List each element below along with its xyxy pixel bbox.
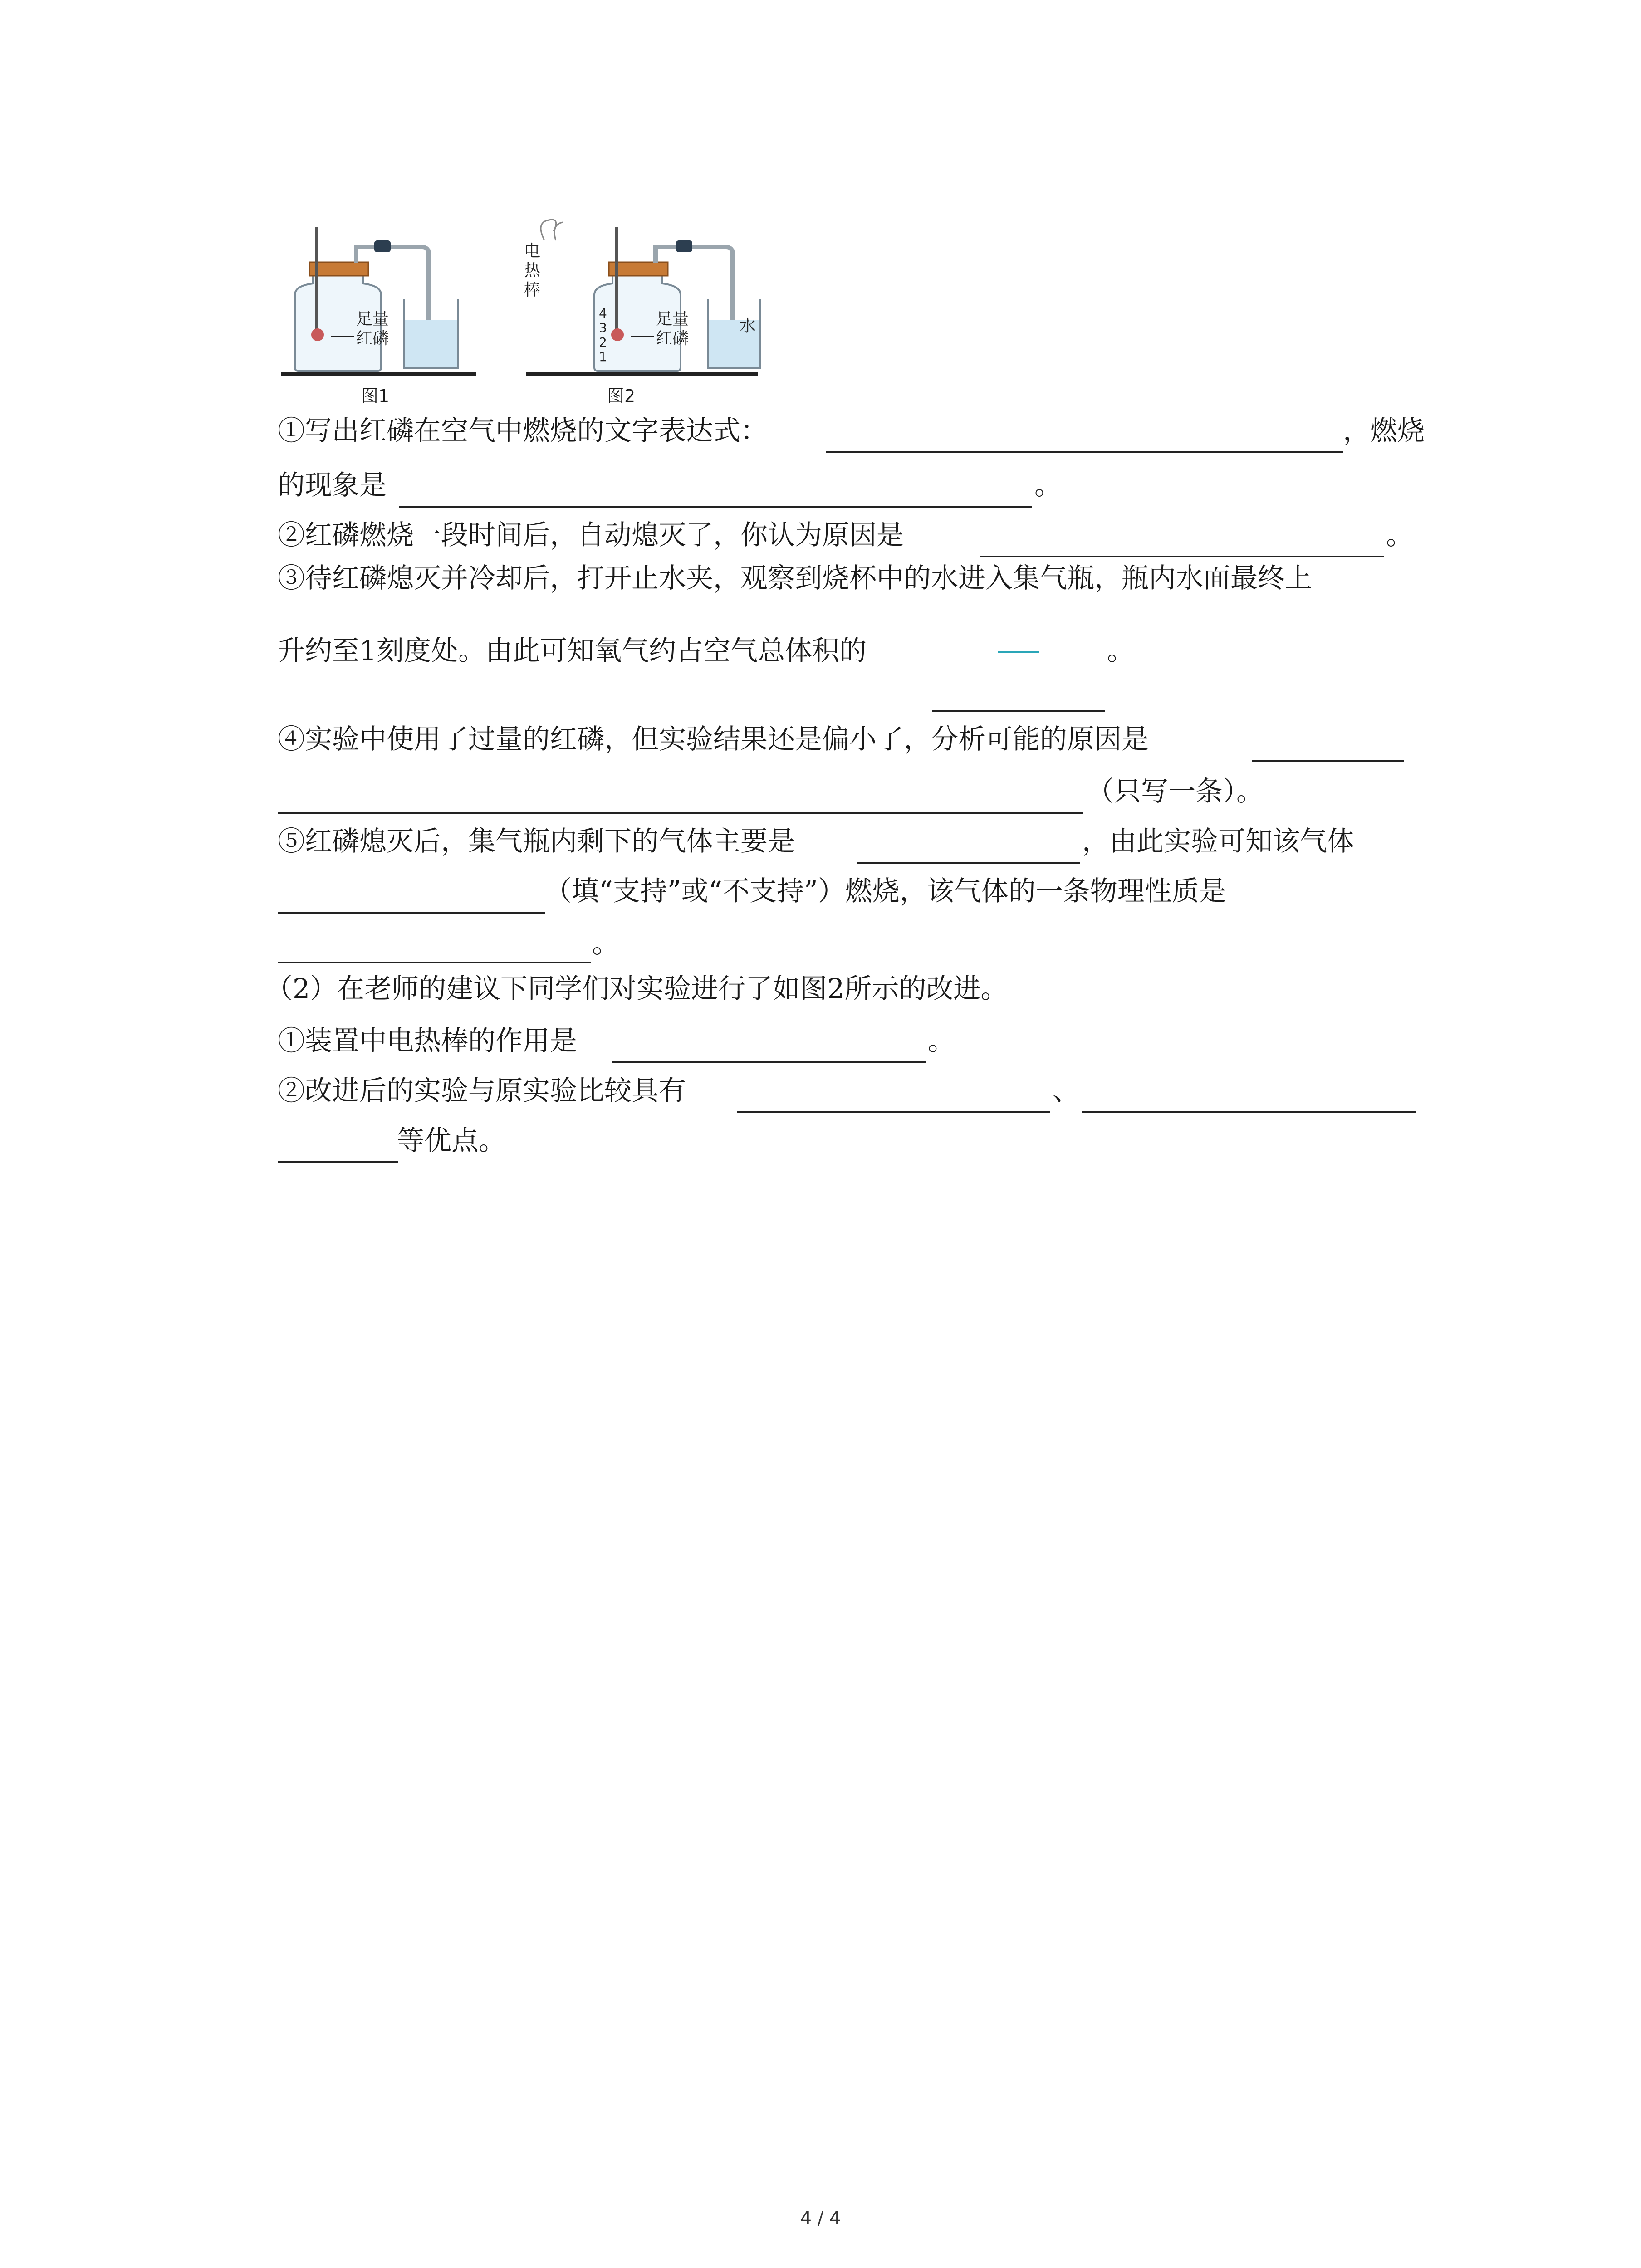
p2-q2-answer-blank-1[interactable] xyxy=(737,1111,1050,1113)
p2-q2-sep: 、 xyxy=(1053,1075,1080,1107)
fig2-rod-char-2: 热 xyxy=(524,261,541,280)
fig2-water-label: 水 xyxy=(740,317,756,335)
figure-1-apparatus xyxy=(272,218,481,399)
figure-2-caption: 图2 xyxy=(607,386,636,406)
q2-suffix: 。 xyxy=(1386,519,1413,551)
q4-line2-suffix: （只写一条）。 xyxy=(1087,776,1264,807)
fig1-label-line2: 红磷 xyxy=(356,329,389,348)
figure-1-caption: 图1 xyxy=(361,386,390,406)
figure-2-apparatus xyxy=(513,213,767,399)
p2-q2-line2-suffix: 等优点。 xyxy=(397,1125,506,1157)
fig2-rod-char-1: 电 xyxy=(524,242,541,260)
q5-line2-text: （填“支持”或“不支持”）燃烧，该气体的一条物理性质是 xyxy=(544,875,1226,907)
q5-answer-blank-2[interactable] xyxy=(278,912,545,914)
p2-q1-suffix: 。 xyxy=(928,1025,955,1057)
q3-line2-suffix: 。 xyxy=(1107,635,1134,667)
page-number: 4 / 4 xyxy=(800,2208,841,2229)
q2-prefix: ②红磷燃烧一段时间后，自动熄灭了，你认为原因是 xyxy=(278,519,904,551)
p2-q2-prefix: ②改进后的实验与原实验比较具有 xyxy=(278,1075,686,1107)
fig2-label-line1: 足量 xyxy=(656,310,689,328)
q4-prefix: ④实验中使用了过量的红磷，但实验结果还是偏小了，分析可能的原因是 xyxy=(278,723,1149,755)
q3-answer-blank[interactable] xyxy=(932,710,1105,712)
q4-answer-blank-1[interactable] xyxy=(1252,760,1404,762)
fig1-label-line1: 足量 xyxy=(356,310,389,328)
q1-mid: ，燃烧 xyxy=(1343,415,1425,447)
part2-intro: （2）在老师的建议下同学们对实验进行了如图2所示的改进。 xyxy=(265,973,1008,1005)
q1-line2-suffix: 。 xyxy=(1034,469,1062,501)
q5-prefix: ⑤红磷熄灭后，集气瓶内剩下的气体主要是 xyxy=(278,826,795,857)
q3-line2-prefix: 升约至1刻度处。由此可知氧气约占空气总体积的 xyxy=(278,635,867,667)
q3-fraction-bar xyxy=(998,651,1039,653)
q5-answer-blank-1[interactable] xyxy=(857,862,1080,864)
fig2-scale-4: 4 xyxy=(599,306,607,321)
q2-answer-blank[interactable] xyxy=(980,556,1384,557)
q1-line2-prefix: 的现象是 xyxy=(278,469,387,501)
fig2-scale-1: 1 xyxy=(599,349,607,364)
q1-prefix: ①写出红磷在空气中燃烧的文字表达式： xyxy=(278,415,768,447)
q1-answer-blank-2[interactable] xyxy=(399,506,1032,508)
q1-answer-blank-1[interactable] xyxy=(826,451,1343,453)
q5-mid: ，由此实验可知该气体 xyxy=(1082,826,1354,857)
p2-q1-prefix: ①装置中电热棒的作用是 xyxy=(278,1025,577,1057)
fig2-scale-3: 3 xyxy=(599,320,607,335)
q5-line3-suffix: 。 xyxy=(592,928,619,959)
q4-answer-blank-2[interactable] xyxy=(278,812,1083,814)
p2-q1-answer-blank[interactable] xyxy=(612,1061,926,1063)
p2-q2-answer-blank-2[interactable] xyxy=(1082,1111,1416,1113)
q5-answer-blank-3[interactable] xyxy=(278,962,591,963)
fig2-scale-2: 2 xyxy=(599,335,607,350)
fig2-label-line2: 红磷 xyxy=(656,329,689,348)
fig2-rod-char-3: 棒 xyxy=(524,281,541,299)
q3-line1: ③待红磷熄灭并冷却后，打开止水夹，观察到烧杯中的水进入集气瓶，瓶内水面最终上 xyxy=(278,562,1312,594)
p2-q2-answer-blank-3[interactable] xyxy=(278,1161,398,1163)
